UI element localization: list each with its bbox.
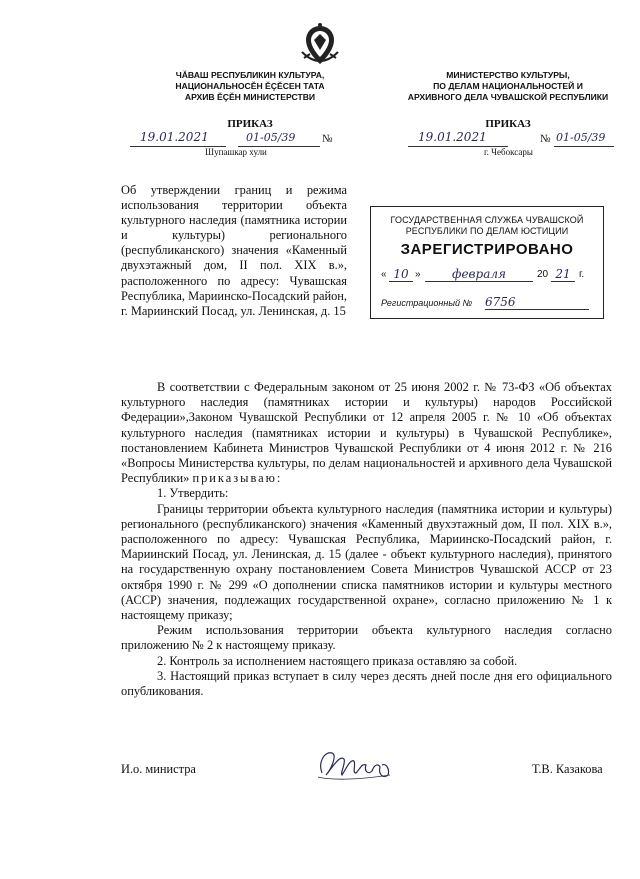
number-sign-right: № xyxy=(540,133,551,145)
number-line-right xyxy=(554,132,614,147)
header-left xyxy=(150,70,350,103)
header-right-line-2: ПО ДЕЛАМ НАЦИОНАЛЬНОСТЕЙ И xyxy=(433,81,583,91)
date-handwritten-right: 19.01.2021 xyxy=(418,130,487,144)
order-body xyxy=(121,380,612,699)
order-item-1a: Границы территории объекта культурного наследия (памятника истории и культуры) регионального (республиканского) значения «Каменный двухэтажный дом, II пол. XIX в.», расположенного по адресу: Чувашская Республика, Мариинско-Посадский район, г. Мариинский Посад, ул. Ленинская, д. 15 (далее - объект культурного наследия), принятого на государственную охрану постановлением Совета Министров Чувашской АССР от 23 октября 1990 г. № 299 «О дополнении списка памятников истории и культуры местного (АССР) значения, подлежащих государственной охране», согласно приложению № 1 к настоящему приказу; xyxy=(121,501,612,623)
header-left-line-3: АРХИВ ĔÇĔН МИНИСТЕРСТВИ xyxy=(184,92,316,102)
stamp-reg-label: Регистрационный № xyxy=(381,298,473,308)
stamp-agency-line-2: РЕСПУБЛИКИ ПО ДЕЛАМ ЮСТИЦИИ xyxy=(405,226,569,236)
order-subject xyxy=(121,183,347,319)
number-handwritten-right: 01-05/39 xyxy=(556,131,606,144)
order-item-1b: Режим использования территории объекта культурного наследия согласно приложению № 2 к настоящему приказу. xyxy=(121,623,612,653)
stamp-year-end: г. xyxy=(579,269,585,280)
header-right xyxy=(388,70,628,103)
stamp-reg-row xyxy=(381,295,595,313)
stamp-month: февраля xyxy=(425,267,533,282)
order-title-left: ПРИКАЗ xyxy=(227,118,273,130)
stamp-registered: ЗАРЕГИСТРИРОВАНО xyxy=(400,241,574,258)
city-right: г. Чебоксары xyxy=(484,147,533,157)
order-item-1: 1. Утвердить: xyxy=(157,486,229,501)
number-line-left xyxy=(238,132,320,147)
signature-name: Т.В. Казакова xyxy=(532,762,603,776)
handwritten-signature xyxy=(314,745,394,785)
header-left-line-1: ЧĂВАШ РЕСПУБЛИКИН КУЛЬТУРА, xyxy=(175,70,325,80)
stamp-agency xyxy=(371,215,603,237)
stamp-day: 10 xyxy=(389,267,413,282)
order-preamble-text: В соответствии с Федеральным законом от 25 июня 2002 г. № 73-ФЗ «Об объектах культурного наследия (памятниках истории и культуры) народов Российской Федерации»,Законом Чувашской Республики от 12 апреля 2005 г. № 10 «Об объектах культурного наследия (памятниках истории и культуры) в Чувашской Республике», постановлением Кабинета Министров Чувашской Республики от 4 июня 2012 г. № 216 «Вопросы Министерства культуры, по делам национальностей и архивного дела Чувашской Республики» xyxy=(121,380,612,486)
stamp-agency-line-1: ГОСУДАРСТВЕННАЯ СЛУЖБА ЧУВАШСКОЙ xyxy=(390,215,584,225)
date-line-right xyxy=(408,132,508,147)
header-left-line-2: НАЦИОНАЛЬНОСĔН ĔÇĔСЕН ТАТА xyxy=(175,81,325,91)
header-right-line-1: МИНИСТЕРСТВО КУЛЬТУРЫ, xyxy=(446,70,570,80)
signature-position: И.о. министра xyxy=(121,762,196,776)
order-item-2: 2. Контроль за исполнением настоящего приказа оставляю за собой. xyxy=(157,653,518,668)
date-handwritten-left: 19.01.2021 xyxy=(140,130,209,144)
order-subject-text: Об утверждении границ и режима использования территории объекта культурного наследия (памятника истории и культуры) регионального (республиканского) значения «Каменный двухэтажный дом, II пол. XIX в.», расположенного по адресу: Чувашская Республика, Мариинско-Посадский район, г. Мариинский Посад, ул. Ленинская, д. 15 xyxy=(121,183,347,318)
stamp-year-suffix: 21 xyxy=(551,267,575,282)
order-title-right: ПРИКАЗ xyxy=(485,118,531,130)
order-preamble xyxy=(121,380,612,486)
city-left: Шупашкар хули xyxy=(205,147,267,157)
order-item-3: 3. Настоящий приказ вступает в силу через десять дней после дня его официального опубликования. xyxy=(121,668,612,699)
date-line-left xyxy=(130,132,226,147)
chuvash-emblem-icon xyxy=(298,22,342,68)
stamp-reg-number: 6756 xyxy=(485,295,589,310)
registration-stamp xyxy=(370,206,604,319)
stamp-date-row: « 10 » февраля 20 21 г. xyxy=(381,267,585,281)
number-handwritten-left: 01-05/39 xyxy=(246,131,296,144)
number-sign-left: № xyxy=(322,133,333,145)
stamp-year-prefix: 20 xyxy=(537,269,549,280)
header-right-line-3: АРХИВНОГО ДЕЛА ЧУВАШСКОЙ РЕСПУБЛИКИ xyxy=(407,92,609,102)
order-word: приказываю: xyxy=(192,471,283,486)
